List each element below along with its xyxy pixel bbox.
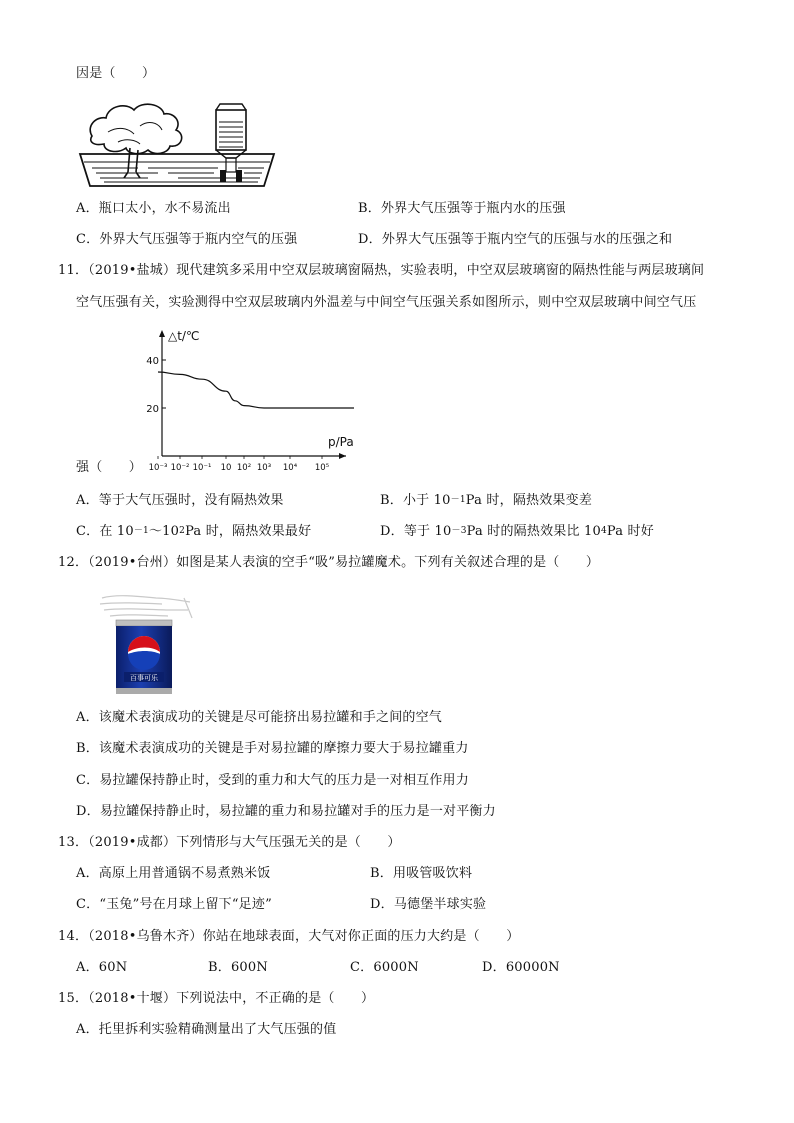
q12-stem: 12．（2019•台州）如图是某人表演的空手“吸”易拉罐魔术。下列有关叙述合理的是（ ） bbox=[58, 555, 600, 570]
q15-stem: 15．（2018•十堰）下列说法中，不正确的是（ ） bbox=[58, 991, 375, 1006]
q10-option-d: D．外界大气压强等于瓶内空气的压强与水的压强之和 bbox=[358, 232, 673, 247]
q10-option-c: C．外界大气压强等于瓶内空气的压强 bbox=[76, 232, 298, 247]
q11-option-d-pre: D．等于 10 bbox=[380, 524, 452, 539]
q12-figure-hand-can bbox=[96, 584, 196, 696]
q11-option-c-post: Pa 时，隔热效果最好 bbox=[185, 524, 312, 539]
q12-option-a: A．该魔术表演成功的关键是尽可能挤出易拉罐和手之间的空气 bbox=[76, 710, 442, 725]
y-axis-label: △t/℃ bbox=[168, 329, 200, 343]
q13-option-b: B．用吸管吸饮料 bbox=[370, 866, 473, 881]
q11-stem-line3: 强（ ） bbox=[76, 460, 143, 475]
q13-option-d: D．马德堡半球实验 bbox=[370, 897, 487, 912]
q11-option-c-exp1: －1 bbox=[133, 526, 149, 536]
series-line bbox=[158, 372, 354, 408]
q11-option-b-post: Pa 时，隔热效果变差 bbox=[465, 493, 593, 508]
q14-option-b: B．600N bbox=[208, 960, 268, 975]
x-tick-label: 10⁻² bbox=[170, 463, 190, 473]
x-axis-arrow bbox=[339, 453, 346, 459]
q11-option-c bbox=[76, 524, 311, 540]
q10-option-a: A．瓶口太小，水不易流出 bbox=[76, 201, 231, 216]
q11-option-d-exp1: －3 bbox=[451, 526, 467, 536]
hand-and-can-drawing bbox=[96, 584, 196, 696]
q12-option-c: C．易拉罐保持静止时，受到的重力和大气的压力是一对相互作用力 bbox=[76, 773, 469, 788]
x-tick-label: 10⁻¹ bbox=[192, 463, 212, 473]
x-tick-label: 10³ bbox=[256, 463, 272, 473]
x-tick-label: 10⁴ bbox=[282, 463, 298, 473]
q11-option-b-pre: B．小于 10 bbox=[380, 493, 451, 508]
x-tick-label: 10⁵ bbox=[314, 463, 330, 473]
q11-option-d-post: Pa 时好 bbox=[606, 524, 654, 539]
q11-option-d-mid: Pa 时的隔热效果比 10 bbox=[466, 524, 601, 539]
q11-stem-line1: 11．（2019•盐城）现代建筑多采用中空双层玻璃窗隔热，实验表明，中空双层玻璃窗的隔热性能与两层玻璃间 bbox=[58, 263, 705, 278]
q11-option-c-pre: C．在 10 bbox=[76, 524, 134, 539]
q11-option-b-exp: －1 bbox=[450, 495, 466, 505]
pressure-temperature-chart bbox=[140, 322, 360, 474]
x-axis-label: p/Pa bbox=[328, 435, 354, 449]
x-tick-label: 10⁻³ bbox=[148, 463, 168, 473]
q11-option-d bbox=[380, 524, 654, 540]
y-tick-label: 40 bbox=[146, 356, 159, 367]
q13-stem: 13．（2019•成都）下列情形与大气压强无关的是（ ） bbox=[58, 835, 401, 850]
q12-option-b: B．该魔术表演成功的关键是手对易拉罐的摩擦力要大于易拉罐重力 bbox=[76, 741, 469, 756]
q15-option-a: A．托里拆利实验精确测量出了大气压强的值 bbox=[76, 1022, 337, 1037]
q12-option-d: D．易拉罐保持静止时，易拉罐的重力和易拉罐对手的压力是一对平衡力 bbox=[76, 804, 496, 819]
q10-stem-tail: 因是（ ） bbox=[76, 66, 156, 81]
q11-option-c-mid: ～10 bbox=[148, 524, 180, 539]
q11-option-a: A．等于大气压强时，没有隔热效果 bbox=[76, 493, 284, 508]
q13-option-a: A．高原上用普通锅不易煮熟米饭 bbox=[76, 866, 271, 881]
y-tick-label: 20 bbox=[146, 404, 159, 415]
q11-option-d-exp2: 4 bbox=[600, 526, 607, 536]
q11-stem-line2: 空气压强有关，实验测得中空双层玻璃内外温差与中间空气压强关系如图所示，则中空双层玻璃中间空气压 bbox=[76, 295, 697, 310]
q10-option-b: B．外界大气压强等于瓶内水的压强 bbox=[358, 201, 566, 216]
x-tick-label: 10 bbox=[220, 463, 232, 473]
q14-option-c: C．6000N bbox=[350, 960, 419, 975]
q14-option-d: D．60000N bbox=[482, 960, 560, 975]
q11-chart bbox=[140, 322, 360, 474]
q11-option-c-exp2: 2 bbox=[179, 526, 186, 536]
tree-bottle-drawing bbox=[78, 96, 278, 190]
q14-option-a: A．60N bbox=[76, 960, 128, 975]
q14-stem: 14．（2018•乌鲁木齐）你站在地球表面，大气对你正面的压力大约是（ ） bbox=[58, 929, 520, 944]
q11-option-b bbox=[380, 493, 592, 509]
q13-option-c: C．“玉兔”号在月球上留下“足迹” bbox=[76, 897, 272, 912]
y-axis-arrow bbox=[159, 330, 165, 337]
x-tick-label: 10² bbox=[236, 463, 252, 473]
q10-figure-tree-bottle bbox=[78, 96, 278, 190]
can-label: 百事可乐 bbox=[130, 674, 158, 682]
